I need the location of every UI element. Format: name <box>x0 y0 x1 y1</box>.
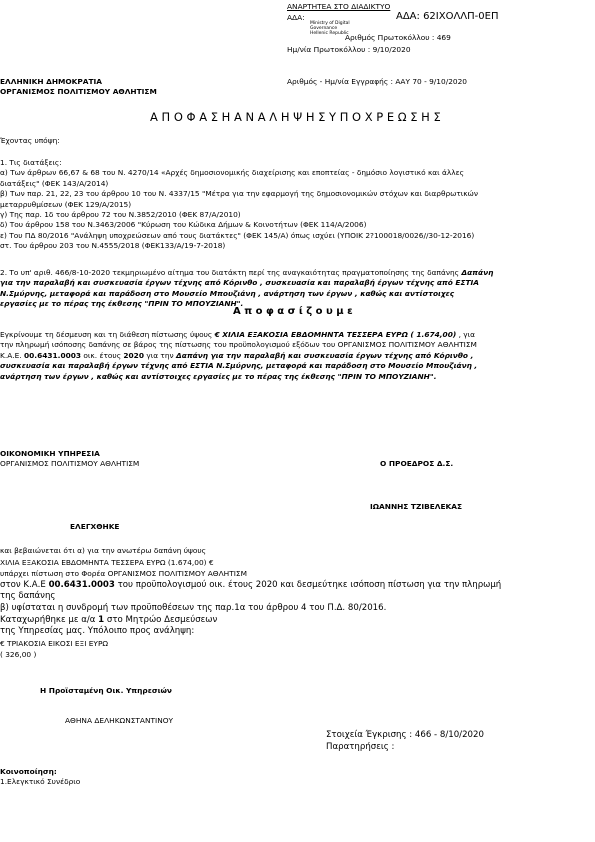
org-name: ΟΡΓΑΝΙΣΜΟΣ ΠΟΛΙΤΙΣΜΟΥ ΑΘΛΗΤΙΣΜ <box>0 87 157 96</box>
protocol-date: Ημ/νία Πρωτοκόλλου : 9/10/2020 <box>287 45 411 54</box>
provision-line: μεταρρυθμίσεων (ΦΕΚ 129/Α/2015) <box>0 199 132 209</box>
digital-signature-block: Ministry of Digital Governance Hellenic Republic <box>310 21 350 36</box>
provision-line: διατάξεις" (ΦΕΚ 143/Α/2014) <box>0 178 109 188</box>
notification-item: 1.Ελεγκτικό Συνέδριο <box>0 777 81 786</box>
notification-heading: Κοινοποίηση: <box>0 767 57 776</box>
remarks-label: Παρατηρήσεις : <box>326 742 395 752</box>
economic-service-org: ΟΡΓΑΝΙΣΜΟΣ ΠΟΛΙΤΙΣΜΟΥ ΑΘΛΗΤΙΣΜ <box>0 459 140 468</box>
head-economic-name: ΑΘΗΝΑ ΔΕΛΗΚΩΝΣΤΑΝΤΙΝΟΥ <box>65 716 174 725</box>
provision-line: δ) Του άρθρου 158 του Ν.3463/2006 "Κύρωση του Κώδικα Δήμων & Κοινοτήτων (ΦΕΚ 114/Α/2006) <box>0 220 367 230</box>
decision-paragraph: Εγκρίνουμε τη δέσμευση και τη διάθεση πίστωσης ύψους € ΧΙΛΙΑ ΕΞΑΚΟΣΙΑ ΕΒΔΟΜΗΝΤΑ ΤΕΣΣΕΡΑ ΕΥΡΩ ( 1.674,00) , για την πληρωμή ισόποσης δαπάνης σε βάρος της πίστωσης του προϋπολογισμού εξόδων του ΟΡΓΑΝΙΣΜΟΣ ΠΟΛΙΤΙΣΜΟΥ ΑΘΛΗΤΙΣΜ Κ.Α.Ε. 00.6431.0003 οικ. έτους 2020 για την Δαπάνη για την παραλαβή και συσκευασία έργων τέχνης από Κόρινθο , συσκευασία και παραλαβή έργων τέχνης από ΕΣΤΙΑ Ν.Σμύρνης, μεταφορά και παράδοση στο Μουσείο Μπουζιάνη , ανάρτηση των έργων , καθώς και αντίστοιχες εργασίες με το πέρας της έκθεσης "ΠΡΙΝ ΤΟ ΜΠΟΥΖΙΑΝΗ". <box>0 330 478 381</box>
provision-line: ε) Του ΠΔ 80/2016 "Ανάληψη υποχρεώσεων από τους διατάκτες" (ΦΕΚ 145/Α) όπως ισχύει (ΥΠΟΙΚ 2?100018/0026//30-12-2016) <box>0 230 475 240</box>
president-name: ΙΩΑΝΝΗΣ ΤΖΙΒΕΛΕΚΑΣ <box>370 502 463 511</box>
protocol-number: Αριθμός Πρωτοκόλλου : 469 <box>345 33 451 42</box>
provision-line: γ) Της παρ. 1δ του άρθρου 72 του Ν.3852/2010 (ΦΕΚ 87/Α/2010) <box>0 210 241 220</box>
provisions-heading: 1. Τις διατάξεις: <box>0 158 62 167</box>
provision-line: α) Των άρθρων 66,67 & 68 του Ν. 4270/14 «Αρχές δημοσιονομικής διαχείρισης και εποπτείας - δημόσιο λογιστικό και άλλες <box>0 168 464 178</box>
approval-data: Στοιχεία Έγκρισης : 466 - 8/10/2020 <box>326 730 484 740</box>
considering-label: Έχοντας υπόψη: <box>0 136 60 145</box>
provisions-section <box>0 158 591 252</box>
verification-section: και βεβαιώνεται ότι α) για την ανωτέρω δαπάνη ύψους ΧΙΛΙΑ ΕΞΑΚΟΣΙΑ ΕΒΔΟΜΗΝΤΑ ΤΕΣΣΕΡΑ ΕΥΡΩ (1.674,00) € υπάρχει πίστωση στο Φορέα ΟΡΓΑΝΙΣΜΟΣ ΠΟΛΙΤΙΣΜΟΥ ΑΘΛΗΤΙΣΜ στον Κ.Α.Ε 00.6431.0003 του προϋπολογισμού οικ. έτους 2020 και δεσμεύτηκε ισόποση πίστωση για την πληρωμή της δαπάνης β) υφίσταται η συνδρομή των προϋποθέσεων της παρ.1α του άρθρου 4 του Π.Δ. 80/2016. Καταχωρήθηκε με α/α 1 στο Μητρώο Δεσμεύσεων της Υπηρεσίας μας. Υπόλοιπο προς ανάληψη: € ΤΡΙΑΚΟΣΙΑ ΕΙΚΟΣΙ ΕΞΙ ΕΥΡΩ ( 326,00 ) <box>0 546 502 660</box>
org-country: ΕΛΛΗΝΙΚΗ ΔΗΜΟΚΡΑΤΙΑ <box>0 77 103 86</box>
ada-label: ΑΔΑ: <box>287 13 305 22</box>
page-title: Α Π Ο Φ Α Σ Η Α Ν Α Λ Η Ψ Η Σ Υ Π Ο Χ Ρ Ε Ω Σ Η Σ <box>150 110 441 124</box>
request-paragraph: 2. Το υπ' αριθ. 466/8-10-2020 τεκμηριωμένο αίτημα του διατάκτη περί της αναγκαιότητας πραγματοποίησης της δαπάνης Δαπάνη για την παραλαβή και συσκευασία έργων τέχνης από Κόρινθο , συσκευασία και παραλαβή έργων τέχνης από ΕΣΤΙΑ Ν.Σμύρνης, μεταφορά και παράδοση στο Μουσείο Μπουζιάνη , ανάρτηση των έργων , καθώς και αντίστοιχες εργασίες με το πέρας της έκθεσης "ΠΡΙΝ ΤΟ ΜΠΟΥΖΙΑΝΗ". <box>0 268 494 309</box>
posted-online-label: ΑΝΑΡΤΗΤΕΑ ΣΤΟ ΔΙΑΔΙΚΤΥΟ <box>287 2 391 11</box>
verified-heading: ΕΛΕΓΧΘΗΚΕ <box>70 522 120 531</box>
decision-heading: Α π ο φ α σ ί ζ ο υ μ ε <box>233 306 353 317</box>
ada-value: ΑΔΑ: 62ΙΧΟΛΛΠ-0ΕΠ <box>396 11 499 22</box>
provision-line: β) Των παρ. 21, 22, 23 του άρθρου 10 του Ν. 4337/15 "Μέτρα για την εφαρμογή της δημοσιονομικών στόχων και διαρθρωτικών <box>0 189 478 199</box>
president-title: Ο ΠΡΟΕΔΡΟΣ Δ.Σ. <box>380 459 454 468</box>
provision-line: στ. Του άρθρου 203 του Ν.4555/2018 (ΦΕΚ133/Α/19-7-2018) <box>0 241 226 251</box>
registration-info: Αριθμός - Ημ/νία Εγγραφής : ΑΑΥ 70 - 9/10/2020 <box>287 77 468 86</box>
head-economic-title: Η Προϊσταμένη Οικ. Υπηρεσιών <box>40 686 172 695</box>
economic-service-label: ΟΙΚΟΝΟΜΙΚΗ ΥΠΗΡΕΣΙΑ <box>0 449 100 458</box>
